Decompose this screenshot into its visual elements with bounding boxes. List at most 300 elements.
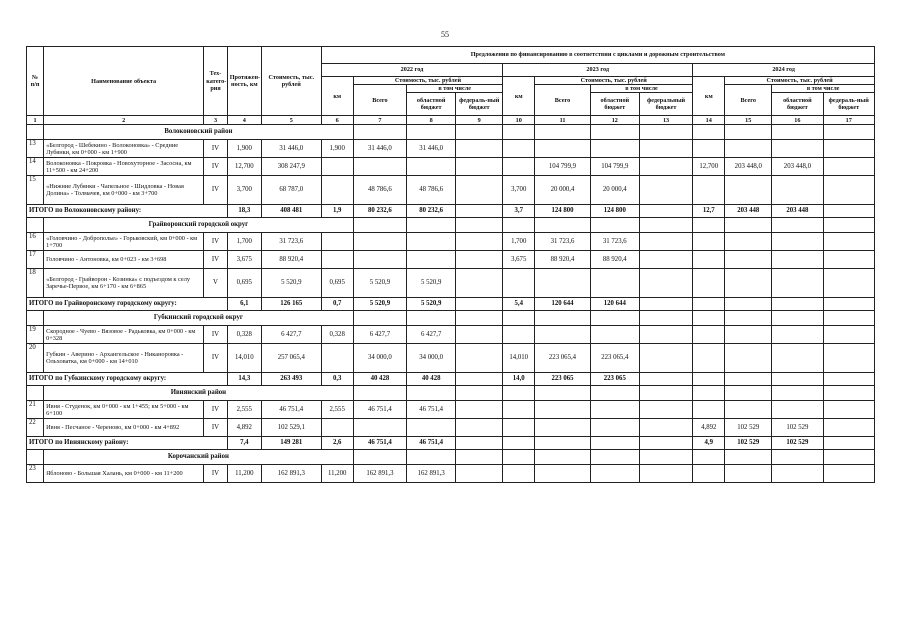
value-y22-fed [456, 233, 503, 251]
value-y24-total [725, 344, 772, 373]
value-y24-total [725, 326, 772, 344]
table-row [27, 251, 875, 269]
value-y22-reg: 31 446,0 [407, 140, 456, 158]
value-y23-total [535, 401, 591, 419]
total-y23-fed [639, 298, 692, 311]
total-y22-total: 5 520,9 [353, 298, 406, 311]
column-number: 9 [456, 116, 503, 125]
header-regional-2023: областной бюджет [590, 93, 639, 116]
value-y24-reg [772, 465, 823, 483]
empty-cell [27, 125, 44, 140]
empty-cell [407, 311, 456, 326]
total-y23-total: 124 800 [535, 205, 591, 218]
table-row [27, 269, 875, 298]
total-label: ИТОГО по Волоконовскому району: [27, 205, 228, 218]
value-y22-reg [407, 251, 456, 269]
value-y24-reg [772, 344, 823, 373]
row-number: 18 [27, 269, 44, 298]
financing-table [26, 46, 875, 483]
value-y23-total [535, 269, 591, 298]
empty-cell [407, 450, 456, 465]
value-y23-reg: 31 723,6 [590, 233, 639, 251]
column-number: 6 [321, 116, 353, 125]
empty-cell [407, 386, 456, 401]
total-y22-km: 2,6 [321, 437, 353, 450]
header-cost: Стоимость, тыс. рублей [261, 47, 321, 116]
empty-cell [772, 450, 823, 465]
value-y22-km [321, 176, 353, 205]
empty-cell [503, 125, 535, 140]
value-y22-fed [456, 269, 503, 298]
value-y24-fed [823, 140, 874, 158]
section-header [27, 311, 875, 326]
empty-cell [693, 125, 725, 140]
total-y24-reg: 203 448 [772, 205, 823, 218]
value-y24-km [693, 176, 725, 205]
value-y22-reg: 5 520,9 [407, 269, 456, 298]
object-name: «Белгород - Грайворон - Козинка» с подъездом к селу Заречье-Первое, км 6+170 - км 6+865 [44, 269, 204, 298]
total-y22-total: 80 232,6 [353, 205, 406, 218]
value-y22-km: 11,200 [321, 465, 353, 483]
value-y23-km [503, 465, 535, 483]
value-y23-fed [639, 465, 692, 483]
header-incl-2024: в том числе [772, 85, 875, 93]
column-number: 12 [590, 116, 639, 125]
column-number: 3 [204, 116, 227, 125]
empty-cell [725, 311, 772, 326]
empty-cell [772, 311, 823, 326]
empty-cell [27, 386, 44, 401]
value-y22-km: 0,328 [321, 326, 353, 344]
empty-cell [772, 125, 823, 140]
empty-cell [823, 386, 874, 401]
value-y23-reg [590, 465, 639, 483]
value-y24-reg: 203 448,0 [772, 158, 823, 176]
column-number: 16 [772, 116, 823, 125]
empty-cell [639, 218, 692, 233]
value-y23-fed [639, 233, 692, 251]
value-len: 1,900 [227, 140, 261, 158]
value-y24-reg [772, 401, 823, 419]
section-total-row [27, 298, 875, 311]
empty-cell [823, 311, 874, 326]
empty-cell [639, 386, 692, 401]
column-number: 7 [353, 116, 406, 125]
empty-cell [725, 218, 772, 233]
category: V [204, 269, 227, 298]
value-y24-km [693, 344, 725, 373]
total-y24-fed [823, 373, 874, 386]
total-y23-reg: 223 065 [590, 373, 639, 386]
empty-cell [535, 311, 591, 326]
value-y22-total: 31 446,0 [353, 140, 406, 158]
total-y24-reg: 102 529 [772, 437, 823, 450]
empty-cell [693, 386, 725, 401]
empty-cell [590, 218, 639, 233]
total-len: 14,3 [227, 373, 261, 386]
value-y24-fed [823, 176, 874, 205]
value-y24-fed [823, 344, 874, 373]
value-y23-km [503, 419, 535, 437]
empty-cell [353, 450, 406, 465]
value-y23-reg [590, 140, 639, 158]
header-federal-2022: федераль-ный бюджет [456, 93, 503, 116]
value-y22-reg [407, 233, 456, 251]
total-y24-total [725, 298, 772, 311]
category: IV [204, 233, 227, 251]
total-y23-total: 223 065 [535, 373, 591, 386]
empty-cell [353, 386, 406, 401]
section-total-row [27, 205, 875, 218]
value-y23-reg [590, 419, 639, 437]
empty-cell [456, 450, 503, 465]
section-title: Губкинский городской округ [44, 311, 354, 326]
value-len: 0,328 [227, 326, 261, 344]
value-y24-fed [823, 401, 874, 419]
total-len: 6,1 [227, 298, 261, 311]
category: IV [204, 326, 227, 344]
table-row [27, 344, 875, 373]
value-y22-reg: 48 786,6 [407, 176, 456, 205]
value-y23-fed [639, 401, 692, 419]
value-y22-total: 48 786,6 [353, 176, 406, 205]
value-y24-reg [772, 269, 823, 298]
value-len: 3,675 [227, 251, 261, 269]
section-header [27, 125, 875, 140]
header-proposal: Предложения по финансированию в соответствии с циклами и дорожным строительством [321, 47, 874, 64]
total-y22-fed [456, 205, 503, 218]
value-cost: 46 751,4 [261, 401, 321, 419]
value-y22-total [353, 251, 406, 269]
total-y22-fed [456, 298, 503, 311]
total-y23-total: 120 644 [535, 298, 591, 311]
total-len: 7,4 [227, 437, 261, 450]
empty-cell [693, 218, 725, 233]
total-y23-km: 5,4 [503, 298, 535, 311]
row-number: 20 [27, 344, 44, 373]
value-y22-km: 2,555 [321, 401, 353, 419]
object-name: Волоконовка - Покровка - Новохуторное - Засосна, км 11+500 - км 24+200 [44, 158, 204, 176]
total-y24-total: 102 529 [725, 437, 772, 450]
category: IV [204, 401, 227, 419]
column-number: 11 [535, 116, 591, 125]
total-y22-reg: 5 520,9 [407, 298, 456, 311]
value-y23-reg: 20 000,4 [590, 176, 639, 205]
value-y24-total [725, 233, 772, 251]
value-y23-reg [590, 401, 639, 419]
value-y22-total: 46 751,4 [353, 401, 406, 419]
value-y24-reg [772, 233, 823, 251]
value-len: 0,695 [227, 269, 261, 298]
empty-cell [693, 311, 725, 326]
object-name: Губкин - Аверино - Архангельское - Никаноровка - Ольховатка, км 0+000 - км 14+010 [44, 344, 204, 373]
empty-cell [823, 218, 874, 233]
empty-cell [407, 125, 456, 140]
value-y23-fed [639, 158, 692, 176]
value-y22-total: 34 000,0 [353, 344, 406, 373]
object-name: Ивня - Песчаное - Череново, км 0+000 - км 4+892 [44, 419, 204, 437]
value-y24-km [693, 269, 725, 298]
column-number: 17 [823, 116, 874, 125]
value-y23-reg: 223 065,4 [590, 344, 639, 373]
category: IV [204, 140, 227, 158]
total-cost: 149 281 [261, 437, 321, 450]
value-len: 11,200 [227, 465, 261, 483]
header-incl-2022: в том числе [407, 85, 503, 93]
empty-cell [353, 125, 406, 140]
value-y24-km [693, 140, 725, 158]
column-number: 10 [503, 116, 535, 125]
section-header [27, 386, 875, 401]
total-y23-reg [590, 437, 639, 450]
table-row [27, 158, 875, 176]
value-y23-fed [639, 140, 692, 158]
value-y22-km: 0,695 [321, 269, 353, 298]
category: IV [204, 176, 227, 205]
header-year-2022: 2022 год [321, 64, 503, 77]
empty-cell [639, 450, 692, 465]
value-y22-km: 1,900 [321, 140, 353, 158]
value-cost: 5 520,9 [261, 269, 321, 298]
value-y24-reg [772, 140, 823, 158]
value-y24-reg [772, 251, 823, 269]
value-y22-fed [456, 140, 503, 158]
total-len: 18,3 [227, 205, 261, 218]
value-y22-fed [456, 419, 503, 437]
value-y23-reg: 88 920,4 [590, 251, 639, 269]
total-y24-reg [772, 298, 823, 311]
empty-cell [823, 125, 874, 140]
value-cost: 31 446,0 [261, 140, 321, 158]
total-y22-km: 1,9 [321, 205, 353, 218]
value-y22-km [321, 419, 353, 437]
value-y22-fed [456, 158, 503, 176]
value-y23-km: 3,700 [503, 176, 535, 205]
value-y24-total: 102 529 [725, 419, 772, 437]
value-y24-total [725, 465, 772, 483]
header-cost-2022: Стоимость, тыс. рублей [353, 77, 502, 85]
header-length: Протяжен-ность, км [227, 47, 261, 116]
column-number: 14 [693, 116, 725, 125]
value-y24-fed [823, 465, 874, 483]
empty-cell [535, 125, 591, 140]
row-number: 22 [27, 419, 44, 437]
value-y23-fed [639, 344, 692, 373]
value-y22-total [353, 419, 406, 437]
value-y23-total: 31 723,6 [535, 233, 591, 251]
header-regional-2022: областной бюджет [407, 93, 456, 116]
value-y23-km [503, 401, 535, 419]
value-y22-km [321, 158, 353, 176]
total-y22-reg: 80 232,6 [407, 205, 456, 218]
empty-cell [590, 311, 639, 326]
total-y23-km: 14,0 [503, 373, 535, 386]
value-y23-total: 223 065,4 [535, 344, 591, 373]
value-y23-km: 3,675 [503, 251, 535, 269]
value-y22-fed [456, 326, 503, 344]
total-y23-total [535, 437, 591, 450]
value-len: 3,700 [227, 176, 261, 205]
value-len: 2,555 [227, 401, 261, 419]
empty-cell [725, 386, 772, 401]
section-total-row [27, 373, 875, 386]
value-y23-fed [639, 326, 692, 344]
empty-cell [590, 450, 639, 465]
row-number: 19 [27, 326, 44, 344]
category: IV [204, 158, 227, 176]
total-y23-reg: 120 644 [590, 298, 639, 311]
value-y23-reg [590, 326, 639, 344]
value-y22-reg: 6 427,7 [407, 326, 456, 344]
total-y22-reg: 40 428 [407, 373, 456, 386]
total-y22-km: 0,3 [321, 373, 353, 386]
value-cost: 257 065,4 [261, 344, 321, 373]
value-y23-total: 88 920,4 [535, 251, 591, 269]
value-cost: 308 247,9 [261, 158, 321, 176]
value-y24-reg [772, 176, 823, 205]
header-cost-2023: Стоимость, тыс. рублей [535, 77, 693, 85]
empty-cell [407, 218, 456, 233]
header-name: Наименование объекта [44, 47, 204, 116]
value-cost: 102 529,1 [261, 419, 321, 437]
value-y23-total: 20 000,4 [535, 176, 591, 205]
value-y24-reg [772, 326, 823, 344]
total-label: ИТОГО по Ивнянскому району: [27, 437, 228, 450]
value-y24-total [725, 176, 772, 205]
object-name: Яблоново - Большая Халань, км 0+000 - км 11+200 [44, 465, 204, 483]
section-header [27, 218, 875, 233]
header-cost-2024: Стоимость, тыс. рублей [725, 77, 875, 85]
header-federal-2023: федеральный бюджет [639, 93, 692, 116]
value-y24-fed [823, 251, 874, 269]
value-y23-km [503, 140, 535, 158]
value-y24-fed [823, 158, 874, 176]
empty-cell [639, 311, 692, 326]
value-y22-reg: 46 751,4 [407, 401, 456, 419]
total-y22-km: 0,7 [321, 298, 353, 311]
value-y24-fed [823, 326, 874, 344]
empty-cell [693, 450, 725, 465]
value-y24-total [725, 269, 772, 298]
total-y24-km: 4,9 [693, 437, 725, 450]
table-row [27, 176, 875, 205]
total-y24-fed [823, 205, 874, 218]
column-number: 8 [407, 116, 456, 125]
empty-cell [27, 450, 44, 465]
row-number: 13 [27, 140, 44, 158]
empty-cell [590, 386, 639, 401]
value-y24-total [725, 401, 772, 419]
empty-cell [456, 218, 503, 233]
value-y23-fed [639, 419, 692, 437]
value-y22-total: 5 520,9 [353, 269, 406, 298]
header-num: № п/п [27, 47, 44, 116]
value-y22-km [321, 344, 353, 373]
column-numbers-row [27, 116, 875, 125]
value-y23-km: 14,010 [503, 344, 535, 373]
row-number: 14 [27, 158, 44, 176]
total-y23-km [503, 437, 535, 450]
value-y24-reg: 102 529 [772, 419, 823, 437]
value-y24-km [693, 465, 725, 483]
value-y23-fed [639, 176, 692, 205]
value-y22-reg: 34 000,0 [407, 344, 456, 373]
section-title: Волоконовский район [44, 125, 354, 140]
empty-cell [503, 218, 535, 233]
empty-cell [823, 450, 874, 465]
empty-cell [535, 450, 591, 465]
value-cost: 68 787,0 [261, 176, 321, 205]
empty-cell [27, 311, 44, 326]
value-y23-km [503, 326, 535, 344]
value-y22-reg [407, 419, 456, 437]
total-y23-km: 3,7 [503, 205, 535, 218]
value-y23-reg: 104 799,9 [590, 158, 639, 176]
value-cost: 31 723,6 [261, 233, 321, 251]
value-y23-reg [590, 269, 639, 298]
section-title: Корочанский район [44, 450, 354, 465]
value-y22-total [353, 158, 406, 176]
section-title: Ивнянский район [44, 386, 354, 401]
table-row [27, 326, 875, 344]
value-y24-fed [823, 419, 874, 437]
value-len: 4,892 [227, 419, 261, 437]
header-total-2024: Всего [725, 85, 772, 116]
total-y24-km [693, 298, 725, 311]
empty-cell [27, 218, 44, 233]
header-km-2024: км [693, 77, 725, 116]
empty-cell [590, 125, 639, 140]
row-number: 16 [27, 233, 44, 251]
empty-cell [456, 125, 503, 140]
total-y23-reg: 124 800 [590, 205, 639, 218]
object-name: Головчино - Антоновка, км 0+023 - км 3+698 [44, 251, 204, 269]
table-row [27, 419, 875, 437]
value-y24-km [693, 233, 725, 251]
empty-cell [456, 311, 503, 326]
value-y22-fed [456, 176, 503, 205]
value-y24-km [693, 401, 725, 419]
column-number: 15 [725, 116, 772, 125]
total-y23-fed [639, 205, 692, 218]
value-y23-total [535, 140, 591, 158]
total-y22-total: 46 751,4 [353, 437, 406, 450]
value-y22-total: 6 427,7 [353, 326, 406, 344]
value-y23-total [535, 419, 591, 437]
value-y22-km [321, 233, 353, 251]
value-len: 14,010 [227, 344, 261, 373]
total-y22-fed [456, 373, 503, 386]
empty-cell [353, 218, 406, 233]
value-y24-fed [823, 233, 874, 251]
total-y22-reg: 46 751,4 [407, 437, 456, 450]
total-y24-reg [772, 373, 823, 386]
section-header [27, 450, 875, 465]
total-y24-km: 12,7 [693, 205, 725, 218]
total-y23-fed [639, 437, 692, 450]
value-y22-fed [456, 344, 503, 373]
header-federal-2024: федераль-ный бюджет [823, 93, 874, 116]
total-y22-fed [456, 437, 503, 450]
object-name: Скороднoе - Чуево - Вязовое - Радьковка, км 0+000 - км 0+328 [44, 326, 204, 344]
category: IV [204, 344, 227, 373]
header-year-2024: 2024 год [693, 64, 875, 77]
empty-cell [639, 125, 692, 140]
column-number: 1 [27, 116, 44, 125]
total-cost: 263 493 [261, 373, 321, 386]
value-y23-total [535, 465, 591, 483]
total-y24-fed [823, 437, 874, 450]
